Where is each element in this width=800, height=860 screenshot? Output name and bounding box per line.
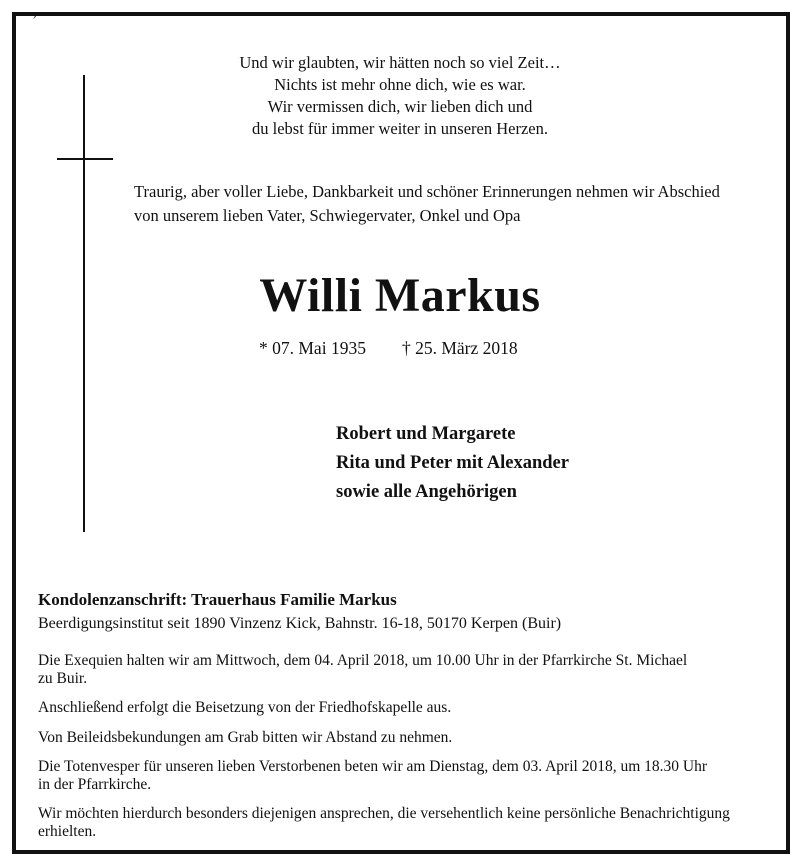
life-dates — [259, 337, 518, 359]
poem-line: Wir vermissen dich, wir lieben dich und — [267, 97, 533, 116]
death-date: † 25. März 2018 — [401, 338, 518, 358]
note-line: zu Buir. — [38, 669, 88, 687]
mourner-line: Robert und Margarete — [336, 424, 516, 444]
note-paragraph — [38, 758, 778, 793]
note-paragraph — [38, 805, 778, 840]
note-line: Von Beileidsbekundungen am Grab bitten wir Abstand zu nehmen. — [38, 728, 453, 746]
poem-line: Nichts ist mehr ohne dich, wie es war. — [274, 75, 526, 94]
mourner-line: sowie alle Angehörigen — [336, 482, 517, 502]
intro-line: Traurig, aber voller Liebe, Dankbarkeit und schöner Erinnerungen nehmen wir Abschied — [134, 182, 720, 201]
note-line: Die Exequien halten wir am Mittwoch, dem 04. April 2018, um 10.00 Uhr in der Pfarrkirche St. Michael — [38, 652, 688, 669]
condolence-address: Kondolenzanschrift: Trauerhaus Familie Markus — [38, 590, 397, 609]
mourners-list — [336, 420, 569, 507]
note-paragraph — [38, 699, 778, 717]
note-line: Wir möchten hierdurch besonders diejenigen ansprechen, die versehentlich keine persönliche Benachrichtigung — [38, 805, 730, 822]
cross-icon-horizontal — [57, 158, 113, 160]
poem-line: du lebst für immer weiter in unseren Herzen. — [252, 119, 548, 138]
birth-date: * 07. Mai 1935 — [259, 338, 366, 358]
poem-line: Und wir glaubten, wir hätten noch so viel Zeit… — [239, 53, 561, 72]
note-line: Anschließend erfolgt die Beisetzung von der Friedhofskapelle aus. — [38, 699, 452, 716]
deceased-name: Willi Markus — [259, 269, 541, 322]
service-notes — [38, 652, 778, 852]
mourner-line: Rita und Peter mit Alexander — [336, 453, 569, 473]
note-line: Die Totenvesper für unseren lieben Verstorbenen beten wir am Dienstag, dem 03. April 2018, um 18.30 Uhr — [38, 758, 707, 775]
intro-text — [134, 180, 774, 228]
funeral-home: Beerdigungsinstitut seit 1890 Vinzenz Kick, Bahnstr. 16-18, 50170 Kerpen (Buir) — [38, 615, 562, 632]
note-paragraph — [38, 729, 778, 747]
note-paragraph — [38, 652, 778, 687]
poem — [150, 52, 650, 140]
note-line: in der Pfarrkirche. — [38, 775, 152, 793]
intro-line: von unserem lieben Vater, Schwiegervater, Onkel und Opa — [134, 206, 521, 225]
note-line: erhielten. — [38, 822, 97, 840]
corner-mark: ’ — [32, 12, 38, 29]
